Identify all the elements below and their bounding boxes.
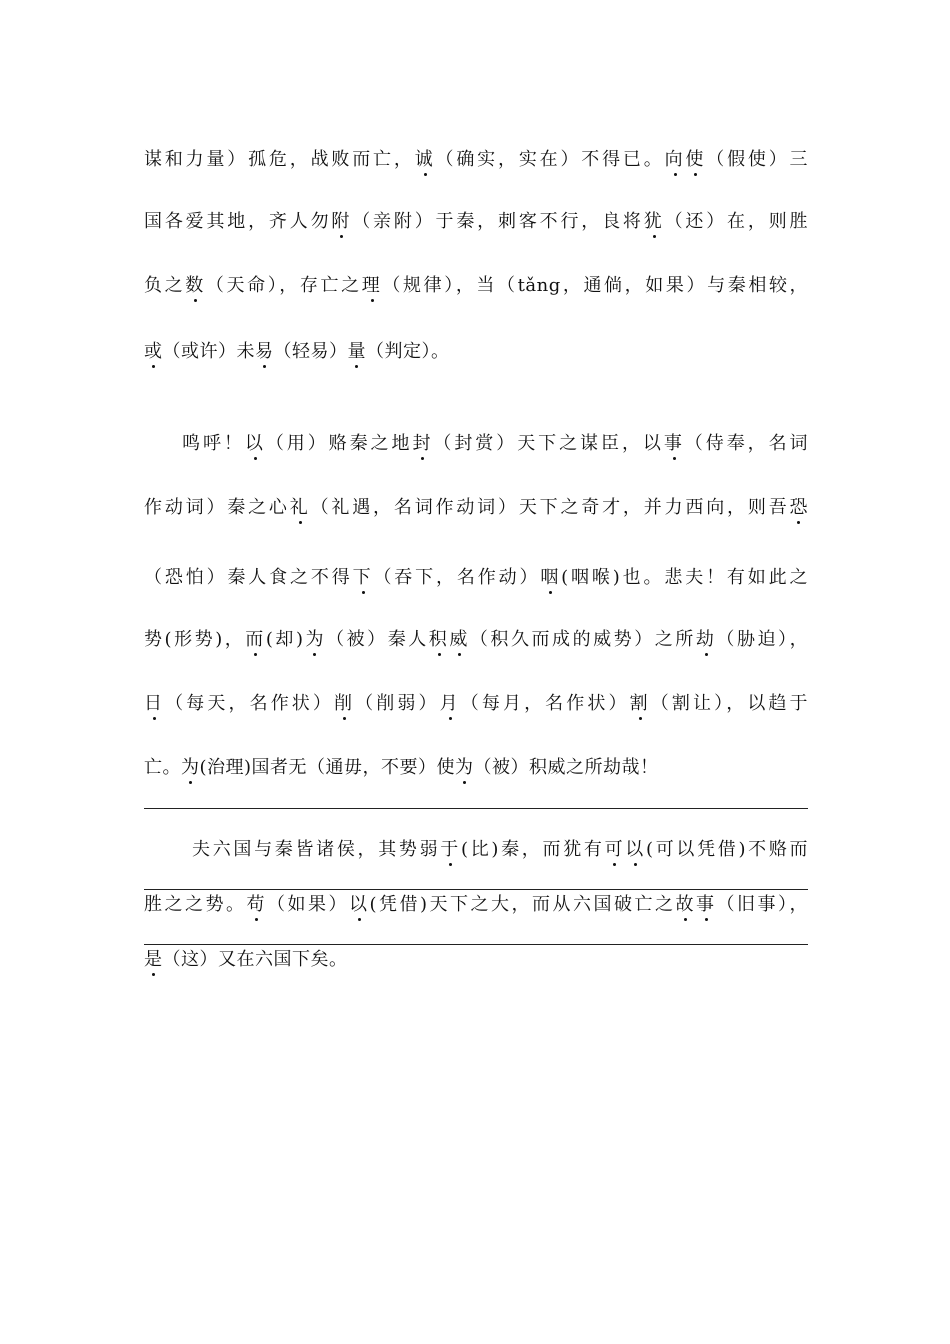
text-segment: 作动词）秦之心: [144, 497, 290, 518]
text-segment: （还）在，则胜: [664, 211, 809, 232]
text-segment: （用）赂秦之地: [265, 433, 413, 454]
text-line-8: [144, 628, 808, 652]
emphasized-char: 向: [664, 149, 686, 170]
emphasized-char: 封: [412, 433, 434, 454]
text-line-13: [144, 948, 808, 972]
text-line-6: [144, 496, 808, 520]
emphasized-char: 易: [255, 341, 274, 362]
text-segment: （每天，名作状）: [165, 693, 335, 714]
emphasized-char: 量: [347, 341, 366, 362]
emphasized-char: 或: [144, 341, 163, 362]
text-segment: 夫六国与秦皆诸侯，其势弱: [192, 839, 441, 860]
emphasized-char: 故: [675, 894, 697, 915]
text-segment: 胜之之势。: [144, 894, 247, 915]
text-line-11: [144, 838, 808, 862]
emphasized-char: 数: [185, 275, 206, 296]
text-segment: （旧事），: [716, 894, 809, 915]
emphasized-char: 威: [449, 629, 470, 650]
emphasized-char: 事: [663, 433, 685, 454]
emphasized-char: 犹: [643, 211, 665, 232]
text-segment: （胁迫），: [716, 629, 809, 650]
emphasized-char: 为: [303, 629, 327, 650]
text-segment: （积久而成的威势）之所: [469, 629, 696, 650]
text-line-7: [144, 566, 808, 590]
text-segment: 国各爱其地，齐人勿: [144, 211, 332, 232]
text-segment: （被）积威之所劫哉！: [473, 757, 659, 778]
text-line-3: [144, 274, 808, 298]
text-segment: （亲附）于秦，刺客不行，良将: [352, 211, 644, 232]
emphasized-char: 月: [439, 693, 461, 714]
text-segment: （侍奉，名词: [684, 433, 809, 454]
text-line-10: [144, 756, 808, 780]
divider-rule-3: [144, 944, 808, 945]
text-line-1: [144, 148, 808, 172]
emphasized-char: 是: [144, 949, 163, 970]
emphasized-char: 礼: [289, 497, 311, 518]
emphasized-char: 积: [428, 629, 450, 650]
emphasized-char: 以: [625, 839, 646, 860]
text-line-5: [144, 432, 808, 456]
text-line-12: [144, 893, 808, 917]
emphasized-char: 而: [245, 629, 266, 650]
divider-rule-2: [144, 889, 808, 890]
emphasized-char: 可: [604, 839, 626, 860]
text-segment: （割让），以趋于: [650, 693, 809, 714]
text-segment: 负之: [144, 275, 186, 296]
emphasized-char: 以: [244, 433, 266, 454]
emphasized-char: 苟: [246, 894, 267, 915]
text-segment: (凭借)天下之大，而从六国破亡之: [369, 894, 676, 915]
emphasized-char: 理: [361, 275, 383, 296]
text-segment: （如果）: [267, 894, 349, 915]
text-segment: （礼遇，名词作动词）天下之奇才，并力西向，则吾: [310, 497, 790, 518]
emphasized-char: 附: [331, 211, 353, 232]
text-segment: 谋和力量）孤危，战败而亡，: [144, 149, 415, 170]
text-line-4: [144, 340, 808, 364]
text-segment: (却): [265, 629, 304, 650]
text-line-9: [144, 692, 808, 716]
text-segment: （假使）三: [706, 149, 809, 170]
emphasized-char: 诚: [414, 149, 436, 170]
emphasized-char: 下: [352, 567, 374, 588]
emphasized-char: 为: [181, 757, 200, 778]
text-segment: （判定）。: [366, 341, 450, 362]
emphasized-char: 咽: [540, 567, 562, 588]
divider-rule-1: [144, 808, 808, 809]
emphasized-char: 割: [629, 693, 651, 714]
text-segment: （削弱）: [355, 693, 440, 714]
text-segment: （轻易）: [273, 341, 348, 362]
text-segment: （确实，实在）不得已。: [435, 149, 665, 170]
emphasized-char: 削: [334, 693, 356, 714]
emphasized-char: 劫: [695, 629, 717, 650]
text-segment: 亡。: [144, 757, 181, 778]
text-segment: (治理)国者无（通毋，不要）使: [199, 757, 456, 778]
text-segment: （每月，名作状）: [460, 693, 630, 714]
emphasized-char: 日: [144, 693, 166, 714]
text-segment: （规律），当（tǎng，通倘，如果）与秦相较，: [382, 275, 809, 296]
emphasized-char: 于: [440, 839, 461, 860]
text-segment: （天命），存亡之: [205, 275, 362, 296]
text-segment: （恐怕）秦人食之不得: [144, 567, 353, 588]
text-segment: 势(形势)，: [144, 629, 246, 650]
emphasized-char: 使: [685, 149, 707, 170]
emphasized-char: 为: [455, 757, 474, 778]
text-segment: 鸣呼！: [182, 433, 245, 454]
emphasized-char: 以: [349, 894, 370, 915]
text-segment: （或许）未: [162, 341, 255, 362]
text-segment: （被）秦人: [326, 629, 429, 650]
text-segment: (比)秦，而犹有: [461, 839, 605, 860]
text-segment: (咽喉)也。悲夫！有如此之: [561, 567, 809, 588]
text-segment: （封赏）天下之谋臣，以: [433, 433, 664, 454]
text-segment: （吞下，名作动）: [373, 567, 541, 588]
emphasized-char: 事: [696, 894, 717, 915]
emphasized-char: 恐: [789, 497, 809, 518]
text-segment: (可以凭借)不赂而: [645, 839, 809, 860]
text-segment: （这）又在六国下矣。: [162, 949, 348, 970]
text-line-2: [144, 210, 808, 234]
